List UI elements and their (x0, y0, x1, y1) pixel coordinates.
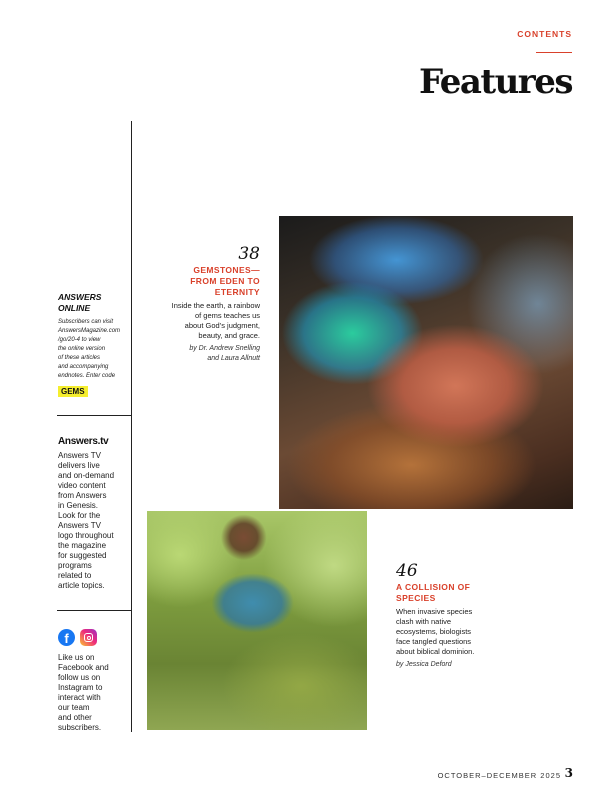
page-title: Features (418, 62, 572, 102)
answers-online-block (58, 292, 130, 399)
sidebar-divider-2 (57, 610, 131, 611)
article-collision-of-species[interactable] (396, 561, 516, 670)
issue-date: OCTOBER–DECEMBER 2025 (437, 771, 561, 780)
answers-tv-logo: Answers.tv (58, 436, 109, 447)
section-rule (536, 52, 572, 53)
social-icons (58, 629, 130, 646)
article-title: A COLLISION OF SPECIES (396, 582, 471, 603)
article-gemstones[interactable] (150, 244, 260, 364)
article-title: GEMSTONES— FROM EDEN TO ETERNITY (190, 265, 260, 297)
answers-tv-text: Answers TV delivers live and on-demand video content from Answers in Genesis. Look for the Answers TV logo throughout the magazine for suggested programs related to article topics. (58, 451, 115, 590)
instagram-icon[interactable] (80, 629, 97, 646)
article-author: by Jessica Deford (396, 661, 452, 668)
biologist-field-photo (147, 511, 367, 730)
answers-online-title: ANSWERS ONLINE (58, 292, 102, 313)
sidebar-vertical-rule (131, 121, 132, 732)
article-page-number: 38 (238, 244, 260, 264)
opal-gemstone-photo (279, 216, 573, 509)
article-author: by Dr. Andrew Snelling and Laura Allnutt (189, 345, 260, 362)
social-block (58, 629, 130, 733)
article-description: Inside the earth, a rainbow of gems teaches us about God’s judgment, beauty, and grace. (171, 301, 260, 340)
article-description: When invasive species clash with native ecosystems, biologists face tangled questions about biblical dominion. (396, 607, 475, 656)
sidebar-divider-1 (57, 415, 131, 416)
answers-tv-block (58, 436, 130, 591)
facebook-icon[interactable]: f (58, 629, 75, 646)
article-page-number: 46 (396, 561, 418, 581)
page-number: 3 (564, 766, 573, 780)
section-label: CONTENTS (517, 29, 572, 39)
answers-online-text: Subscribers can visit AnswersMagazine.com /go/20-4 to view the online version of these articles and accompanying endnotes. Enter code (58, 319, 121, 379)
social-text: Like us on Facebook and follow us on Instagram to interact with our team and other subscribers. (58, 653, 109, 732)
access-code-badge: GEMS (58, 386, 88, 397)
